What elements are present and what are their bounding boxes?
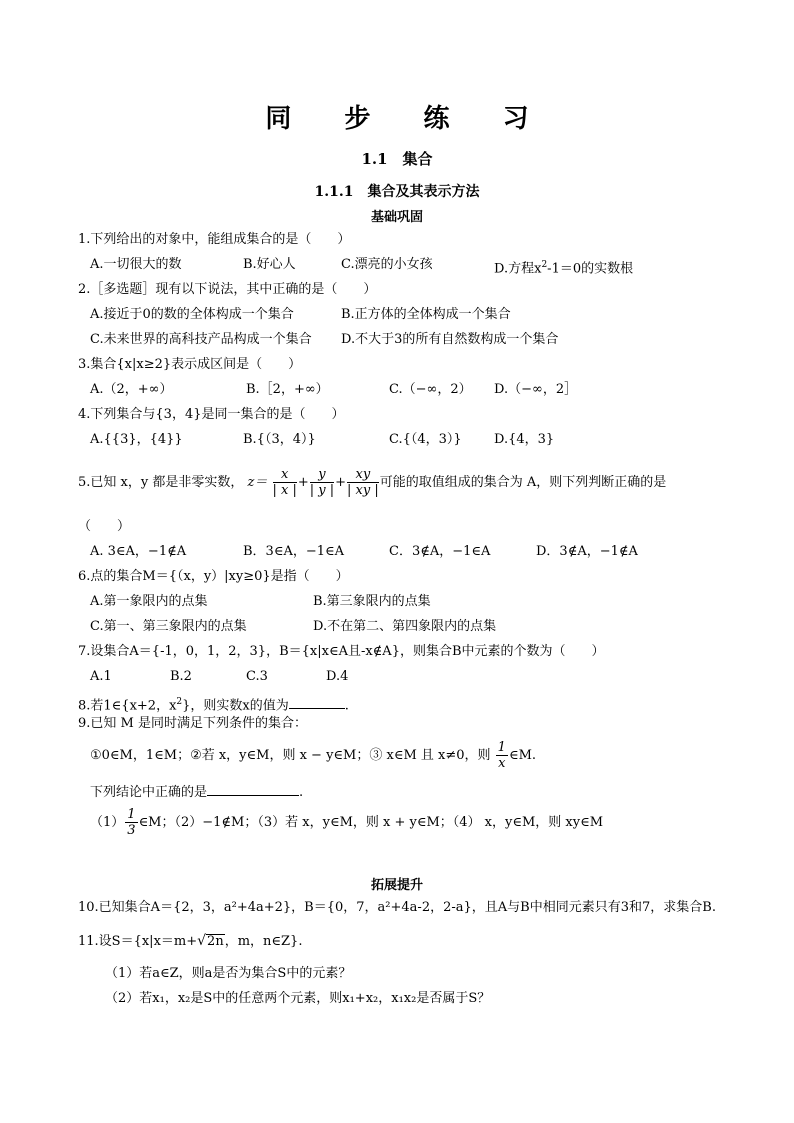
q2-option-b: B.正方体的全体构成一个集合 xyxy=(341,307,511,322)
q7-option-d: D.4 xyxy=(326,669,349,684)
q5-option-d: D．3∉A，−1∉A xyxy=(536,544,638,559)
question-3: 3.集合{x|x≥2}表示成区间是（ ） xyxy=(78,357,302,372)
question-7: 7.设集合A＝{-1，0，1，2，3}，B＝{x|x∈A且-x∉A}，则集合B中元素的个数为（ ） xyxy=(78,644,605,659)
q1-option-c: C.漂亮的小女孩 xyxy=(341,257,433,272)
q3-option-b: B.［2，+∞） xyxy=(246,382,329,397)
q2-option-a: A.接近于0的数的全体构成一个集合 xyxy=(90,307,294,322)
q3-option-c: C.（−∞，2） xyxy=(389,382,472,397)
q11-part-1: （1）若a∈Z，则a是否为集合S中的元素？ xyxy=(105,966,352,981)
question-5: 5.已知 x，y 都是非零实数， z＝ $\frac{x}{| x |}$ + $\frac{y}{| y |}$ + $\frac{xy}{| xy |}$ 可能的取值组成的集合为 A，则下列判断正确的是 xyxy=(78,467,667,498)
q4-option-c: C.{（4，3）} xyxy=(389,432,462,447)
question-2: 2.［多选题］现有以下说法，其中正确的是（ ） xyxy=(78,282,377,297)
q2-option-d: D.不大于3的所有自然数构成一个集合 xyxy=(341,332,559,347)
q4-option-d: D.{4，3} xyxy=(494,432,555,447)
q5-option-c: C．3∉A，−1∈A xyxy=(389,544,491,559)
fraction: $\frac{y}{| y |}$ xyxy=(309,467,335,498)
question-6: 6.点的集合M＝{（x，y）|xy≥0}是指（ ） xyxy=(78,569,349,584)
part-heading-extension: 拓展提升 xyxy=(370,878,423,893)
q3-option-d: D.（−∞，2］ xyxy=(494,382,578,397)
section-heading: 1.1 集合 xyxy=(361,150,433,168)
q9-statements: （1） $\frac{1}{3}$ ∈M；（2）−1∉M；（3）若 x，y∈M，则 x + y∈M；（4） x，y∈M，则 xy∈M xyxy=(90,807,604,838)
answer-blank xyxy=(207,783,299,796)
q9-conditions: ①0∈M，1∈M；②若 x，y∈M，则 x − y∈M；③ x∈M 且 x≠0，则 $\frac{1}{x}$ ∈M. xyxy=(90,740,537,771)
question-1: 1.下列给出的对象中，能组成集合的是（ ） xyxy=(78,232,351,247)
question-4: 4.下列集合与{3，4}是同一集合的是（ ） xyxy=(78,407,345,422)
part-heading-basic: 基础巩固 xyxy=(370,210,423,225)
q6-option-c: C.第一、第三象限内的点集 xyxy=(90,619,247,634)
question-11: 11.设S＝{x|x＝m+√2n，m，n∈Z}. xyxy=(78,933,303,949)
fraction: $\frac{xy}{| xy |}$ xyxy=(347,467,379,498)
q3-option-a: A.（2，+∞） xyxy=(90,382,173,397)
q1-option-b: B.好心人 xyxy=(243,257,296,272)
question-9: 9.已知 M 是同时满足下列条件的集合： xyxy=(78,716,307,731)
q5-answer-paren: （ ） xyxy=(78,519,131,534)
q1-option-a: A.一切很大的数 xyxy=(90,257,182,272)
question-10: 10.已知集合A＝{2，3，a²+4a+2}，B＝{0，7，a²+4a-2，2-a}，且A与B中相同元素只有3和7，求集合B. xyxy=(78,900,716,915)
q5-option-a: A. 3∈A，−1∉A xyxy=(90,544,187,559)
q7-option-b: B.2 xyxy=(170,669,192,684)
q7-option-a: A.1 xyxy=(90,669,112,684)
page-title: 同 步 练 习 xyxy=(265,104,551,134)
q6-option-a: A.第一象限内的点集 xyxy=(90,594,208,609)
q1-option-d: D.方程$x^2-1=0$的实数根 xyxy=(494,260,634,277)
q9-ask: 下列结论中正确的是 . xyxy=(90,785,304,800)
fraction: $\frac{x}{| x |}$ xyxy=(272,467,297,498)
q7-option-c: C.3 xyxy=(246,669,268,684)
q4-option-a: A.{{3}，{4}} xyxy=(90,432,183,447)
q11-part-2: （2）若x₁，x₂是S中的任意两个元素，则x₁+x₂，x₁x₂是否属于S？ xyxy=(105,991,491,1006)
subsection-heading: 1.1.1 集合及其表示方法 xyxy=(314,184,480,200)
q6-option-d: D.不在第二、第四象限内的点集 xyxy=(313,619,497,634)
q6-option-b: B.第三象限内的点集 xyxy=(313,594,431,609)
answer-blank xyxy=(289,696,345,709)
q2-option-c: C.未来世界的高科技产品构成一个集合 xyxy=(90,332,312,347)
fraction: $\frac{1}{3}$ xyxy=(127,807,136,838)
question-8: 8.若1∈{x+2，$x^2$}，则实数x的值为 . xyxy=(78,697,349,714)
q4-option-b: B.{（3，4）} xyxy=(243,432,316,447)
fraction: $\frac{1}{x}$ xyxy=(497,740,506,771)
q5-option-b: B．3∈A，−1∈A xyxy=(243,544,345,559)
